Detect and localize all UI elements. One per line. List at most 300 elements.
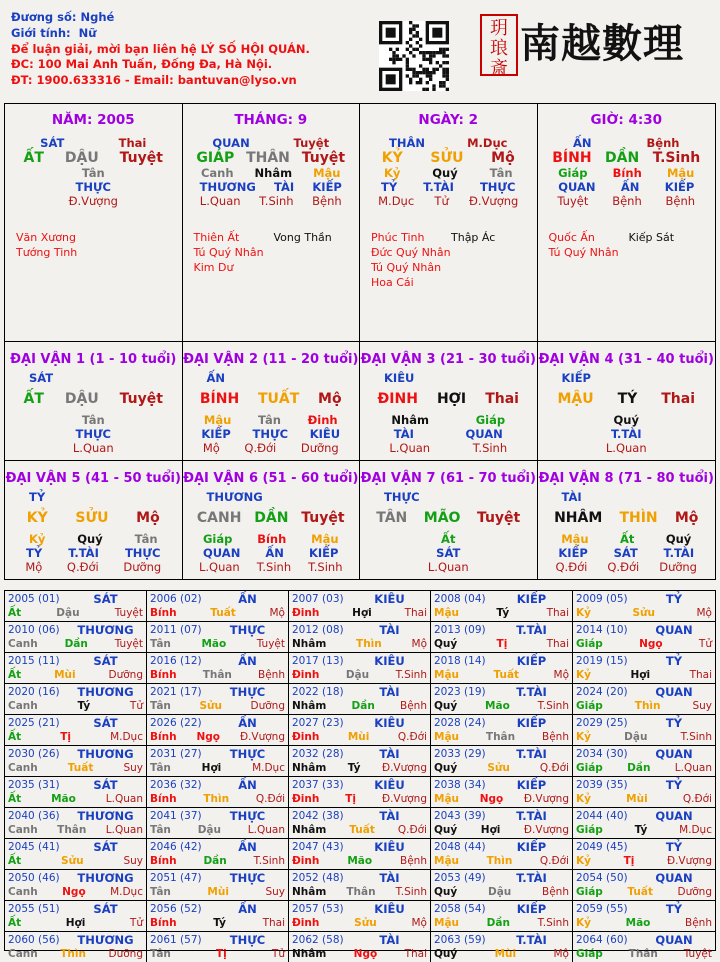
year-god: TỶ	[665, 902, 683, 916]
stem-branch: SỬU	[430, 150, 464, 166]
year-god: QUAN	[655, 809, 693, 823]
year-stem: Bính	[150, 917, 177, 929]
year-stem: Kỷ	[576, 793, 591, 805]
year-branch: Hợi	[630, 669, 651, 681]
shen-sha-item: Thiên Ất	[193, 231, 240, 244]
annual-luck-table	[4, 590, 716, 960]
year-branch: Ngọ	[62, 886, 86, 898]
year-label: 2032 (28)	[292, 748, 344, 760]
year-stem: Kỷ	[576, 669, 591, 681]
year-stem: Nhâm	[292, 824, 327, 836]
year-stem: Giáp	[576, 700, 603, 712]
pillar-cell	[538, 104, 716, 341]
year-stage: Dưỡng	[108, 669, 143, 681]
year-label: 2036 (32)	[150, 779, 202, 791]
dai-van-title: ĐẠI VẬN 1 (1 - 10 tuổi)	[10, 352, 177, 367]
year-stage: Mộ	[696, 607, 712, 619]
year-stem: Canh	[8, 886, 38, 898]
year-cell	[5, 901, 147, 932]
year-god: SÁT	[93, 902, 118, 916]
year-stage: T.Sinh	[395, 669, 427, 681]
year-god: T.TÀI	[516, 747, 547, 761]
stem-branch: ẤT	[23, 150, 44, 166]
life-stage: Tử	[434, 194, 449, 208]
year-branch: Sửu	[487, 762, 510, 774]
year-stage: Q.Đới	[539, 762, 569, 774]
stem-branch: NHÂM	[554, 509, 603, 526]
year-label: 2027 (23)	[292, 717, 344, 729]
pillar-cell	[183, 104, 361, 341]
life-stage: L.Quan	[198, 559, 240, 574]
year-cell	[147, 591, 289, 622]
year-stem: Kỷ	[576, 731, 591, 743]
year-stage: Tuyệt	[256, 638, 285, 650]
hidden-god: QUAN	[203, 545, 241, 560]
pillar-title: NGÀY: 2	[418, 112, 479, 128]
dai-van-god: TỶ	[29, 489, 46, 504]
stem-branch: ẤT	[23, 391, 44, 407]
shen-sha-list	[371, 230, 531, 290]
year-god: TÀI	[379, 623, 400, 637]
year-stem: Ất	[8, 669, 22, 681]
year-cell	[573, 839, 715, 870]
ten-god: Bệnh	[646, 136, 680, 150]
year-god: ẤN	[238, 716, 257, 730]
year-cell	[147, 746, 289, 777]
year-stage: Q.Đới	[397, 824, 427, 836]
year-god: T.TÀI	[516, 933, 547, 947]
year-label: 2012 (08)	[292, 624, 344, 636]
ten-god: SÁT	[40, 136, 65, 150]
year-stage: Thai	[546, 638, 569, 650]
year-cell	[147, 839, 289, 870]
year-stage: Mộ	[553, 948, 569, 960]
year-label: 2018 (14)	[434, 655, 486, 667]
year-cell	[431, 715, 573, 746]
year-stage: Tử	[129, 917, 143, 929]
year-stage: Dưỡng	[250, 700, 285, 712]
year-label: 2024 (20)	[576, 686, 628, 698]
year-stem: Nhâm	[292, 762, 327, 774]
year-stem: Nhâm	[292, 700, 327, 712]
stem-branch: THÂN	[246, 150, 290, 166]
year-label: 2052 (48)	[292, 872, 344, 884]
year-god: THƯƠNG	[77, 623, 134, 637]
hidden-god: KIÊU	[309, 427, 341, 441]
year-stage: L.Quan	[105, 824, 143, 836]
dai-van-cell	[5, 342, 183, 461]
year-stage: M.Dục	[679, 824, 712, 836]
life-stage: Đ.Vượng	[469, 194, 519, 208]
year-stem: Tân	[150, 886, 171, 898]
year-label: 2013 (09)	[434, 624, 486, 636]
year-stage: M.Dục	[110, 731, 143, 743]
year-cell	[573, 746, 715, 777]
year-branch: Tý	[213, 917, 226, 929]
year-cell	[289, 591, 431, 622]
stem-branch: SỬU	[75, 509, 109, 526]
year-cell	[431, 777, 573, 808]
hidden-stem: Quý	[432, 166, 458, 180]
year-branch: Hợi	[201, 762, 222, 774]
hidden-stem: Quý	[77, 531, 103, 546]
year-god: THƯƠNG	[77, 809, 134, 823]
hidden-stem: Ất	[620, 531, 635, 546]
stem-branch: Tuyệt	[301, 150, 346, 166]
year-branch: Tý	[496, 607, 510, 619]
stem-branch: DẬU	[64, 391, 99, 407]
hidden-stem: Kỷ	[383, 166, 401, 180]
year-branch: Dần	[64, 638, 88, 650]
year-label: 2014 (10)	[576, 624, 628, 636]
hidden-god: T.TÀI	[68, 545, 99, 560]
ten-god: Tuyệt	[293, 136, 330, 150]
year-stem: Giáp	[576, 824, 603, 836]
year-stem: Ất	[8, 793, 22, 805]
year-branch: Sửu	[632, 607, 655, 619]
header-info	[11, 10, 310, 89]
year-stage: Mộ	[411, 917, 427, 929]
year-stage: Đ.Vượng	[666, 855, 712, 867]
year-stage: Bệnh	[542, 731, 569, 743]
year-stem: Quý	[434, 886, 458, 898]
year-cell	[147, 653, 289, 684]
year-branch: Dần	[203, 855, 227, 867]
life-stage: Bệnh	[665, 194, 696, 208]
year-stage: Bệnh	[258, 669, 285, 681]
shen-sha-item: Hoa Cái	[371, 276, 414, 289]
year-branch: Thìn	[356, 638, 382, 650]
year-label: 2025 (21)	[8, 717, 60, 729]
life-stage: Q.Đới	[555, 559, 588, 574]
year-stem: Bính	[150, 731, 177, 743]
year-stage: Q.Đới	[397, 731, 427, 743]
hidden-stem: Ất	[441, 531, 456, 546]
dai-van-title: ĐẠI VẬN 8 (71 - 80 tuổi)	[538, 470, 714, 486]
shen-sha-list	[549, 230, 709, 260]
year-cell	[431, 684, 573, 715]
year-stem: Tân	[150, 762, 171, 774]
year-cell	[289, 901, 431, 932]
pillars-table	[4, 103, 716, 342]
year-label: 2031 (27)	[150, 748, 202, 760]
stem-branch: HỢI	[436, 391, 467, 407]
year-cell	[289, 777, 431, 808]
year-god: TÀI	[379, 871, 400, 885]
year-stem: Giáp	[576, 638, 603, 650]
year-god: THƯƠNG	[77, 933, 134, 947]
hidden-stem: Mậu	[666, 166, 695, 180]
year-cell	[573, 777, 715, 808]
year-branch: Dần	[351, 700, 375, 712]
hidden-stem: Mậu	[313, 166, 341, 180]
hidden-god: T.TÀI	[663, 545, 695, 560]
year-label: 2007 (03)	[292, 593, 344, 605]
year-cell	[573, 715, 715, 746]
hidden-god: THỰC	[75, 180, 112, 194]
life-stage: Q.Đới	[66, 559, 99, 574]
year-stem: Quý	[434, 948, 458, 960]
year-label: 2028 (24)	[434, 717, 486, 729]
gender-label: Giới tính:	[11, 25, 71, 40]
year-stem: Ất	[8, 731, 22, 743]
brand-logo: 南越數理	[520, 20, 684, 67]
stem-branch: MÃO	[423, 509, 461, 526]
year-stem: Nhâm	[292, 886, 327, 898]
year-god: TÀI	[379, 933, 400, 947]
year-branch: Thìn	[634, 700, 661, 712]
dai-van-cell	[538, 461, 716, 580]
year-branch: Tý	[347, 762, 361, 774]
ten-god: M.Dục	[467, 136, 508, 150]
year-cell	[5, 622, 147, 653]
year-stage: T.Sinh	[537, 917, 569, 929]
year-stem: Đinh	[292, 855, 320, 867]
year-cell	[147, 777, 289, 808]
year-stem: Mậu	[434, 669, 460, 681]
life-stage: Q.Đới	[607, 559, 640, 574]
year-god: THỰC	[229, 623, 266, 637]
hidden-god: TÀI	[274, 180, 295, 194]
year-label: 2060 (56)	[8, 934, 60, 946]
year-stage: Suy	[265, 886, 285, 898]
dai-van-cell	[5, 461, 183, 580]
year-stage: Suy	[123, 762, 143, 774]
year-label: 2057 (53)	[292, 903, 344, 915]
year-god: TỶ	[665, 592, 683, 606]
year-cell	[431, 808, 573, 839]
hidden-stem: Quý	[613, 413, 639, 427]
life-stage: L.Quan	[389, 441, 431, 455]
year-stem: Quý	[434, 700, 458, 712]
dai-van-god: KIÊU	[384, 371, 415, 385]
year-stem: Canh	[8, 948, 38, 960]
hidden-god: THƯƠNG	[199, 180, 256, 194]
year-god: TÀI	[379, 747, 400, 761]
year-stem: Đinh	[292, 731, 320, 743]
hidden-god: SÁT	[436, 545, 461, 560]
year-stem: Giáp	[576, 886, 603, 898]
year-god: QUAN	[655, 747, 693, 761]
year-stem: Quý	[434, 638, 458, 650]
address-line: ĐC: 100 Mai Anh Tuấn, Đống Đa, Hà Nội.	[11, 57, 273, 72]
year-stem: Bính	[150, 855, 177, 867]
year-branch: Thân	[202, 669, 232, 681]
year-god: THỰC	[229, 933, 266, 947]
year-stem: Nhâm	[292, 638, 327, 650]
year-label: 2058 (54)	[434, 903, 486, 915]
shen-sha-item: Tú Quý Nhân	[371, 261, 442, 274]
dai-van-title: ĐẠI VẬN 2 (11 - 20 tuổi)	[183, 352, 359, 367]
year-god: QUAN	[655, 933, 693, 947]
stem-branch: DẬU	[64, 150, 99, 166]
life-stage: L.Quan	[427, 559, 469, 574]
year-cell	[431, 746, 573, 777]
hidden-god: KIẾP	[664, 180, 695, 194]
year-cell	[5, 746, 147, 777]
year-stem: Tân	[150, 824, 171, 836]
year-branch: Mão	[347, 855, 373, 867]
year-branch: Dậu	[345, 669, 370, 681]
hidden-god: KIẾP	[308, 545, 339, 560]
stem-branch: TUẤT	[257, 391, 300, 407]
year-cell	[573, 622, 715, 653]
year-god: THƯƠNG	[77, 747, 134, 761]
year-stage: Bệnh	[542, 886, 569, 898]
year-label: 2043 (39)	[434, 810, 486, 822]
year-label: 2062 (58)	[292, 934, 344, 946]
year-stage: Đ.Vượng	[523, 793, 569, 805]
shen-sha-item: Tướng Tinh	[16, 246, 78, 259]
hidden-stem: Tân	[81, 166, 105, 180]
year-label: 2049 (45)	[576, 841, 628, 853]
year-label: 2033 (29)	[434, 748, 486, 760]
year-stage: T.Sinh	[253, 855, 285, 867]
year-stage: T.Sinh	[680, 731, 712, 743]
year-god: QUAN	[655, 685, 693, 699]
hidden-god: TỶ	[26, 545, 43, 560]
year-label: 2010 (06)	[8, 624, 60, 636]
stem-branch: Tuyệt	[119, 391, 163, 407]
year-stem: Mậu	[434, 855, 460, 867]
year-cell	[289, 653, 431, 684]
year-stem: Quý	[434, 762, 458, 774]
year-stage: M.Dục	[110, 886, 143, 898]
gender-value: Nữ	[78, 25, 97, 40]
year-label: 2063 (59)	[434, 934, 486, 946]
year-branch: Tý	[77, 700, 91, 712]
year-label: 2020 (16)	[8, 686, 60, 698]
year-god: THƯƠNG	[77, 685, 134, 699]
stem-branch: TÂN	[376, 509, 408, 526]
year-god: T.TÀI	[516, 685, 547, 699]
year-cell	[5, 653, 147, 684]
year-branch: Dậu	[487, 886, 512, 898]
year-branch: Dậu	[197, 824, 221, 836]
year-label: 2026 (22)	[150, 717, 202, 729]
hidden-god: KIẾP	[312, 180, 342, 194]
year-branch: Mão	[625, 917, 651, 929]
year-branch: Ngọ	[639, 638, 663, 650]
dai-van-god: ẤN	[206, 371, 226, 385]
year-god: SÁT	[93, 778, 118, 792]
stem-branch: Mộ	[674, 509, 699, 526]
year-god: KIẾP	[516, 654, 547, 668]
dai-van-title: ĐẠI VẬN 4 (31 - 40 tuổi)	[538, 352, 714, 367]
year-god: THỰC	[229, 871, 266, 885]
year-cell	[573, 901, 715, 932]
year-stem: Kỷ	[576, 855, 591, 867]
year-label: 2021 (17)	[150, 686, 202, 698]
year-label: 2048 (44)	[434, 841, 486, 853]
year-stem: Giáp	[576, 948, 603, 960]
year-cell	[573, 653, 715, 684]
year-cell	[5, 932, 147, 962]
year-cell	[431, 622, 573, 653]
year-cell	[147, 684, 289, 715]
shen-sha-list	[194, 230, 354, 275]
year-stage: Suy	[123, 855, 143, 867]
year-god: SÁT	[93, 654, 118, 668]
dai-van-god: THƯƠNG	[206, 489, 263, 504]
qr-code-icon	[379, 21, 449, 91]
year-label: 2017 (13)	[292, 655, 344, 667]
year-branch: Tý	[634, 824, 648, 836]
year-stage: Đ.Vượng	[381, 793, 427, 805]
shen-sha-item: Văn Xương	[16, 231, 76, 244]
life-stage: Dưỡng	[659, 559, 697, 574]
dai-van-god: THỰC	[384, 489, 420, 504]
year-stem: Bính	[150, 793, 177, 805]
dai-van-cell	[360, 342, 538, 461]
year-god: TỶ	[665, 654, 683, 668]
year-cell	[289, 622, 431, 653]
year-god: T.TÀI	[516, 809, 547, 823]
seal-stamp-icon: 玥琅斎	[480, 14, 518, 76]
year-god: ẤN	[238, 902, 257, 916]
year-label: 2040 (36)	[8, 810, 60, 822]
year-label: 2005 (01)	[8, 593, 60, 605]
year-stem: Kỷ	[576, 607, 591, 619]
life-stage: T.Sinh	[308, 559, 343, 574]
year-god: TỶ	[665, 778, 683, 792]
year-cell	[289, 684, 431, 715]
year-god: KIÊU	[374, 654, 405, 668]
life-stage: T.Sinh	[472, 441, 508, 455]
dai-van-cell	[538, 342, 716, 461]
year-stage: Tuyệt	[114, 607, 143, 619]
pillar-title: GIỜ: 4:30	[590, 112, 663, 128]
year-branch: Tuất	[349, 824, 375, 836]
hidden-god: KIẾP	[558, 545, 588, 560]
year-god: KIẾP	[516, 778, 547, 792]
year-god: TÀI	[379, 685, 400, 699]
stem-branch: THÌN	[619, 509, 658, 526]
year-god: KIẾP	[516, 716, 547, 730]
dai-van-god: SÁT	[29, 371, 54, 385]
hidden-stem: Tân	[134, 531, 158, 546]
life-stage: L.Quan	[72, 441, 114, 455]
hidden-god: TÀI	[393, 427, 414, 441]
year-cell	[5, 839, 147, 870]
year-branch: Mùi	[54, 669, 76, 681]
year-god: ẤN	[238, 778, 257, 792]
year-label: 2042 (38)	[292, 810, 344, 822]
stem-branch: GIÁP	[196, 150, 235, 166]
hidden-god: THỰC	[124, 545, 161, 560]
year-stage: Đ.Vượng	[381, 762, 427, 774]
year-stem: Ất	[8, 607, 22, 619]
hidden-god: QUAN	[558, 180, 596, 194]
hidden-stem: Tân	[258, 413, 281, 427]
ten-god: THÂN	[389, 136, 426, 150]
pillar-cell	[5, 104, 183, 341]
life-stage: Bệnh	[312, 194, 342, 208]
year-branch: Tị	[345, 793, 357, 805]
year-god: SÁT	[93, 716, 118, 730]
life-stage: L.Quan	[605, 441, 647, 455]
year-god: ẤN	[238, 654, 257, 668]
year-branch: Mão	[485, 700, 510, 712]
stem-branch: TÝ	[617, 391, 638, 407]
year-cell	[573, 932, 715, 962]
year-stage: T.Sinh	[395, 886, 427, 898]
owner-label: Đương số:	[11, 10, 77, 24]
year-cell	[5, 808, 147, 839]
year-stem: Kỷ	[576, 917, 591, 929]
hidden-god: TỶ	[381, 180, 398, 194]
year-label: 2006 (02)	[150, 593, 202, 605]
